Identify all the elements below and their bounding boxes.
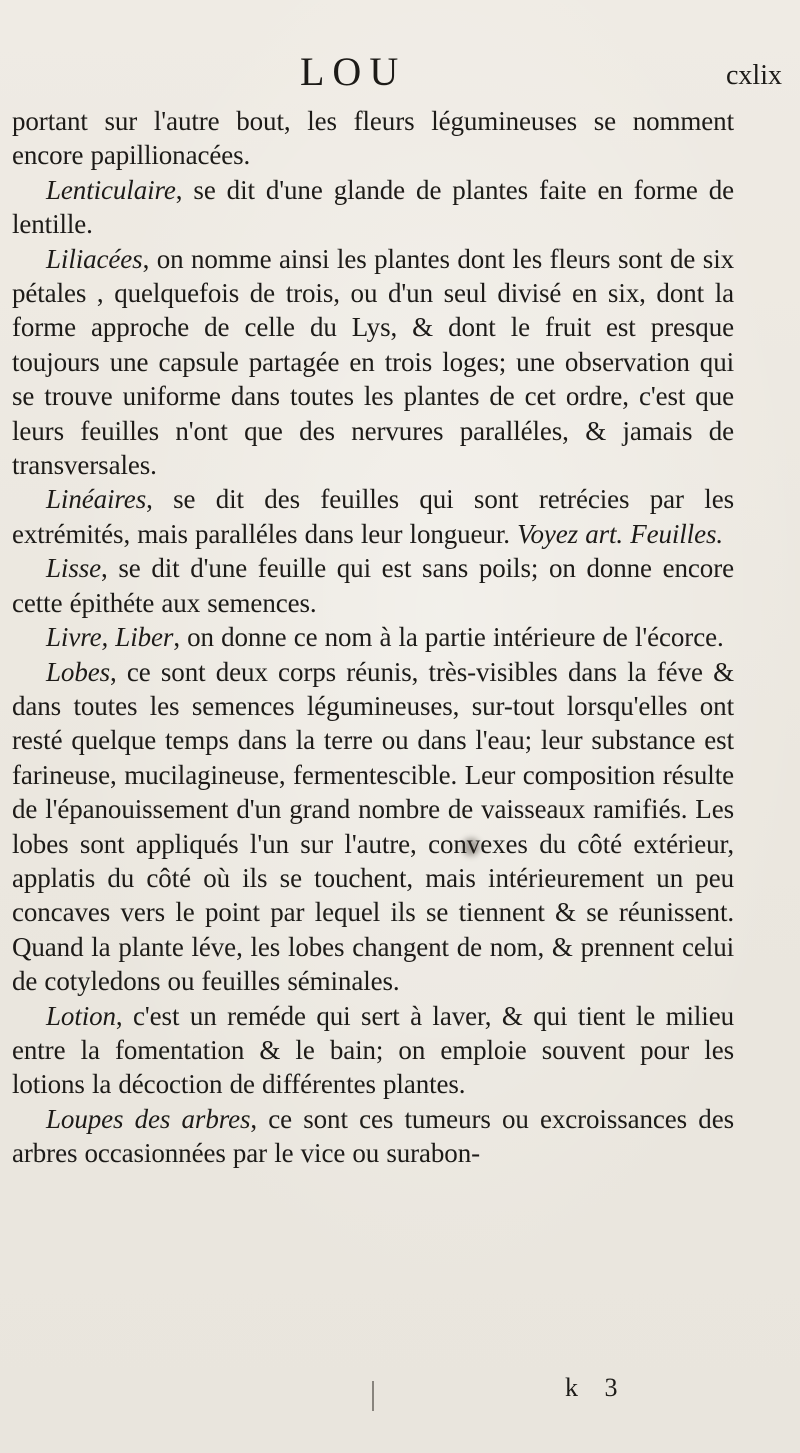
entry-lisse	[12, 551, 734, 620]
page-number: cxlix	[726, 60, 782, 91]
entry-term: Lobes	[46, 656, 111, 687]
entry-term: Liliacées	[46, 243, 143, 274]
entry-text: , on nomme ainsi les plantes dont les fleurs sont de six pétales , quelquefois de trois, ou d'un seul divisé en six, dont la forme approche de celle du Lys, & dont le fruit est presque toujours une capsule partagée en trois loges; une observation qui se trouve uniforme dans toutes les plantes de cet ordre, c'est que leurs feuilles n'ont que des nervures paralléles, & jamais de transversales.	[12, 243, 734, 481]
entry-text: portant sur l'autre bout, les fleurs légumineuses se nomment encore papillionacées.	[12, 106, 734, 171]
entry-text: , on donne ce nom à la partie intérieure de l'écorce.	[173, 622, 724, 653]
entry-text: , se dit des feuilles qui sont retrécies par les extrémités, mais paralléles dans leur longueur.	[12, 484, 734, 549]
entry-text: , ce sont ces tumeurs ou excroissances des arbres occasionnées par le vice ou surabon-	[12, 1103, 734, 1169]
entry-term: Lotion	[46, 1000, 116, 1031]
entry-text: , c'est un reméde qui sert à laver, & qui tient le milieu entre la fomentation & le bain; on emploie souvent pour les lotions la décoction de différentes plantes.	[12, 1000, 734, 1100]
entry-term: Linéaires	[46, 484, 147, 515]
entry-term: Loupes des arbres	[46, 1103, 251, 1134]
page-header	[0, 49, 800, 102]
entry-lenticulaire	[12, 173, 734, 242]
cross-reference: Voyez art. Feuilles.	[517, 518, 724, 549]
entry-text: , se dit d'une feuille qui est sans poils; on donne encore cette épithéte aux semences.	[12, 553, 734, 618]
entry-term: Lenticulaire	[46, 174, 176, 205]
print-mark	[372, 1381, 374, 1411]
ink-stain	[462, 838, 480, 856]
glossary-text	[12, 104, 734, 1171]
entry-liliacees	[12, 242, 734, 483]
entry-term: Lisse	[46, 553, 102, 584]
entry-lineaires	[12, 482, 734, 551]
entry-lobes	[12, 655, 734, 999]
entry-text: , ce sont deux corps réunis, très-visibles dans la féve & dans toutes les semences légumineuses, sur-tout lorsqu'elles ont resté quelque temps dans la terre ou dans l'eau; leur substance est farineuse, mucilagineuse, fermentescible. Leur composition résulte de l'épanouissement d'un grand nombre de vaisseaux ramifiés. Les lobes sont appliqués l'un sur l'autre, convexes du côté extérieur, applatis du côté où ils se touchent, mais intérieurement un peu concaves vers le point par lequel ils se tiennent & se réunissent. Quand la plante léve, les lobes changent de nom, & prennent celui de cotyledons ou feuilles séminales.	[12, 656, 734, 997]
signature-mark: k 3	[565, 1373, 628, 1402]
entry-continuation	[12, 104, 734, 173]
entry-loupes	[12, 1102, 734, 1171]
entry-term: Livre, Liber	[46, 622, 174, 653]
entry-text: , se dit d'une glande de plantes faite en forme de lentille.	[12, 174, 734, 240]
entry-livre	[12, 620, 734, 654]
running-head: LOU	[300, 49, 407, 94]
entry-lotion	[12, 999, 734, 1102]
